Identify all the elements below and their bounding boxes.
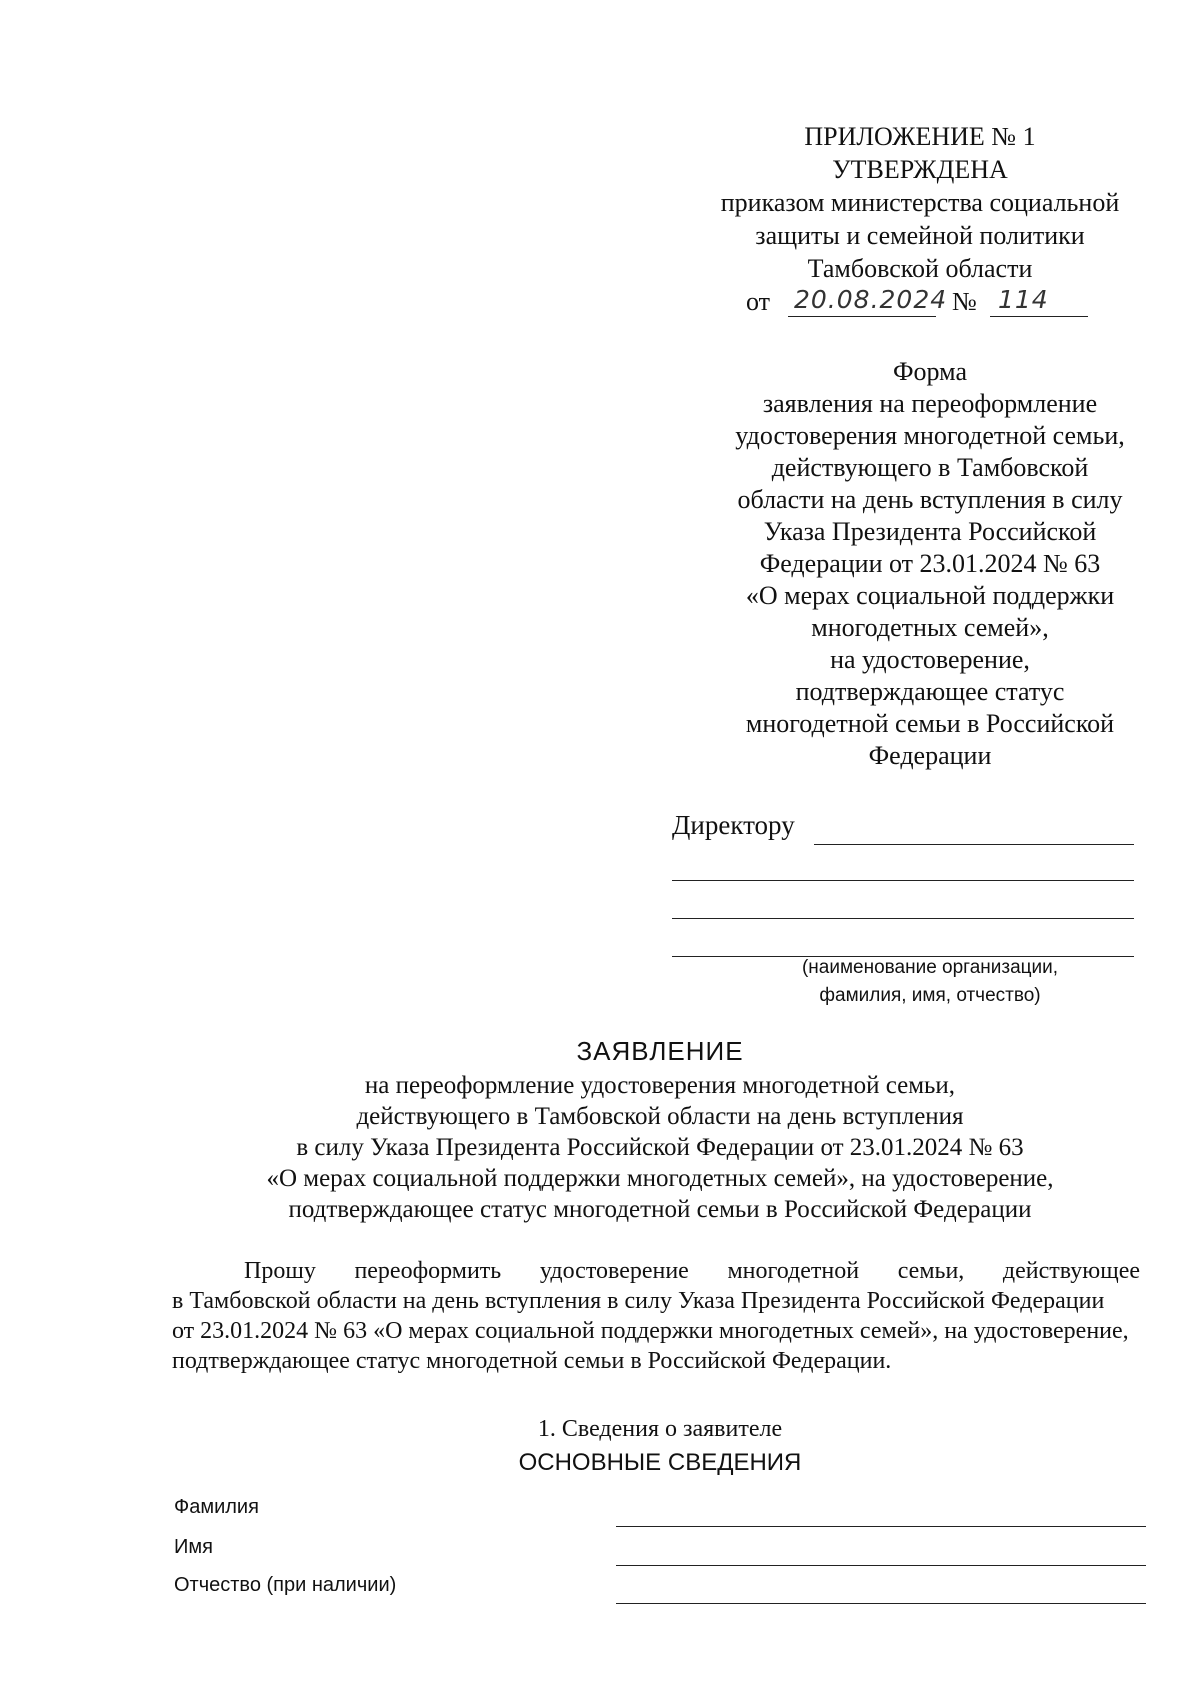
- form-desc-line: Форма: [893, 357, 967, 386]
- statement-subtitle: [100, 1070, 1200, 1225]
- appendix-block: [660, 120, 1180, 321]
- statement-subtitle-line: на переоформление удостоверения многодетной семьи,: [364, 1072, 956, 1099]
- name-field[interactable]: [616, 1565, 1146, 1566]
- form-desc-line: области на день вступления в силу: [737, 485, 1123, 514]
- addressee-note-line-2: фамилия, имя, отчество): [819, 985, 1041, 1006]
- statement-subtitle-line: подтверждающее статус многодетной семьи в Российской Федерации: [288, 1196, 1032, 1223]
- surname-label: Фамилия: [174, 1496, 259, 1518]
- form-desc-line: Федерации от 23.01.2024 № 63: [759, 549, 1101, 578]
- form-desc-line: многодетных семей»,: [811, 613, 1049, 642]
- addressee-note-line-1: (наименование организации,: [801, 957, 1059, 978]
- form-desc-line: действующего в Тамбовской: [771, 453, 1089, 482]
- form-desc-line: на удостоверение,: [830, 645, 1030, 674]
- body-word: Прошу: [244, 1258, 316, 1284]
- number-underline: [990, 316, 1088, 317]
- body-word: переоформить: [354, 1258, 502, 1284]
- patronymic-label: Отчество (при наличии): [174, 1574, 397, 1596]
- form-desc-line: заявления на переоформление: [762, 389, 1098, 418]
- handwritten-number: 114: [998, 285, 1049, 314]
- form-desc-line: удостоверения многодетной семьи,: [735, 421, 1125, 450]
- statement-title: ЗАЯВЛЕНИЕ: [576, 1036, 744, 1066]
- approved-label: УТВЕРЖДЕНА: [832, 155, 1008, 184]
- form-desc-line: подтверждающее статус: [795, 677, 1065, 706]
- section1-subtitle: ОСНОВНЫЕ СВЕДЕНИЯ: [518, 1449, 802, 1476]
- name-label: Имя: [174, 1536, 213, 1558]
- statement-body-line: подтверждающее статус многодетной семьи в Российской Федерации.: [172, 1348, 892, 1374]
- addressee-note: [740, 954, 1120, 1010]
- date-prefix: от: [746, 287, 771, 316]
- form-description: [700, 356, 1160, 772]
- body-word: действующее: [1002, 1258, 1140, 1284]
- number-prefix: №: [952, 287, 977, 316]
- appendix-number: ПРИЛОЖЕНИЕ № 1: [804, 122, 1036, 151]
- director-label: Директору: [672, 810, 795, 840]
- surname-field[interactable]: [616, 1526, 1146, 1527]
- order-line-3: Тамбовской области: [807, 254, 1033, 283]
- statement-subtitle-line: действующего в Тамбовской области на день вступления: [356, 1103, 964, 1130]
- body-word: удостоверение: [539, 1258, 689, 1284]
- body-word: многодетной: [727, 1258, 860, 1284]
- director-name-line[interactable]: [814, 844, 1134, 845]
- form-desc-line: «О мерах социальной поддержки: [745, 581, 1115, 610]
- order-date-row: [660, 285, 1180, 321]
- order-line-1: приказом министерства социальной: [720, 188, 1120, 217]
- date-underline: [788, 316, 936, 317]
- addressee-line-2[interactable]: [672, 880, 1134, 881]
- patronymic-field[interactable]: [616, 1603, 1146, 1604]
- form-desc-line: многодетной семьи в Российской: [745, 709, 1115, 738]
- addressee-line-3[interactable]: [672, 918, 1134, 919]
- statement-body-line: в Тамбовской области на день вступления в силу Указа Президента Российской Федерации: [172, 1288, 1105, 1314]
- order-line-2: защиты и семейной политики: [755, 221, 1085, 250]
- handwritten-date: 20.08.2024: [794, 285, 948, 314]
- statement-subtitle-line: в силу Указа Президента Российской Федерации от 23.01.2024 № 63: [296, 1134, 1024, 1161]
- statement-body-line-1: [172, 1256, 1140, 1286]
- section1-title: 1. Сведения о заявителе: [537, 1416, 783, 1442]
- statement-body-line: от 23.01.2024 № 63 «О мерах социальной поддержки многодетных семей», на удостоверение,: [172, 1318, 1129, 1344]
- form-desc-line: Указа Президента Российской: [763, 517, 1097, 546]
- statement-body: [172, 1256, 1140, 1376]
- statement-subtitle-line: «О мерах социальной поддержки многодетных семей», на удостоверение,: [266, 1165, 1054, 1192]
- form-desc-line: Федерации: [868, 741, 992, 770]
- body-word: семьи,: [897, 1258, 965, 1284]
